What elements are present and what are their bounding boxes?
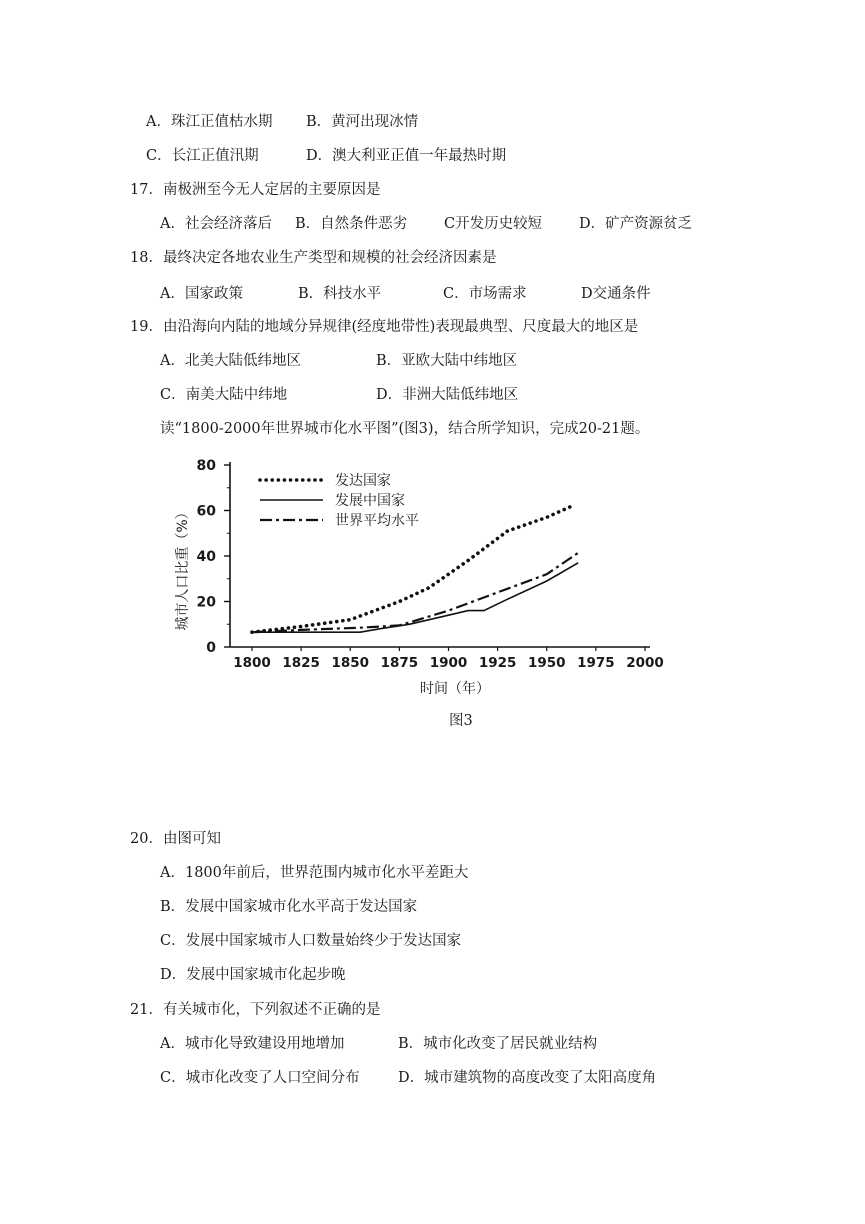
q17-option-c: C开发历史较短: [444, 216, 543, 232]
q19-option-c: C．南美大陆中纬地: [160, 387, 288, 403]
q21-stem: 21．有关城市化，下列叙述不正确的是: [130, 1002, 381, 1018]
q17-option-b: B．自然条件恶劣: [295, 216, 408, 232]
y-tick-label: 40: [196, 549, 216, 565]
q20-stem: 20．由图可知: [130, 831, 221, 847]
x-tick-label: 1850: [331, 655, 370, 671]
q18-option-b: B．科技水平: [298, 286, 382, 302]
x-tick-label: 1875: [380, 655, 419, 671]
q19-option-d: D．非洲大陆低纬地区: [376, 387, 519, 403]
legend-label-3: 世界平均水平: [335, 513, 419, 529]
q19-stem: 19．由沿海向内陆的地域分异规律(经度地带性)表现最典型、尺度最大的地区是: [130, 319, 639, 335]
q17-stem: 17．南极洲至今无人定居的主要原因是: [130, 182, 381, 198]
figure-caption: 图3: [449, 713, 473, 729]
q18-option-a: A．国家政策: [160, 286, 243, 302]
x-tick-label: 1900: [429, 655, 468, 671]
legend-label-2: 发展中国家: [335, 493, 405, 509]
x-tick-label: 1975: [577, 655, 615, 671]
q20-option-c: C．发展中国家城市人口数量始终少于发达国家: [160, 933, 462, 949]
q16-option-a: A．珠江正值枯水期: [146, 114, 273, 130]
chart-legend: [260, 472, 419, 529]
y-tick-label: 60: [196, 503, 216, 520]
x-tick-label: 2000: [626, 655, 664, 671]
q20-option-b: B．发展中国家城市化水平高于发达国家: [160, 899, 418, 915]
x-tick-label: 1925: [478, 655, 517, 671]
x-tick-label: 1825: [282, 655, 320, 671]
x-tick-label: 1950: [527, 655, 566, 671]
x-tick-label: 1800: [233, 655, 271, 671]
q17-option-a: A．社会经济落后: [160, 216, 272, 232]
q21-option-d: D．城市建筑物的高度改变了太阳高度角: [398, 1070, 657, 1086]
q19-option-b: B．亚欧大陆中纬地区: [376, 353, 518, 369]
q17-option-d: D．矿产资源贫乏: [579, 216, 693, 232]
y-tick-label: 80: [196, 458, 216, 474]
q16-option-c: C．长江正值汛期: [146, 148, 259, 164]
y-tick-label: 20: [196, 594, 216, 611]
figure-intro: 读“1800-2000年世界城市化水平图”(图3)，结合所学知识，完成20-21题。: [160, 421, 650, 437]
y-tick-label: 0: [206, 640, 216, 656]
q20-option-d: D．发展中国家城市化起步晚: [160, 967, 346, 983]
q16-option-b: B．黄河出现冰情: [306, 114, 419, 130]
chart-axes: [197, 458, 664, 671]
q18-option-d: D交通条件: [581, 286, 651, 302]
urbanization-chart: [165, 450, 685, 695]
q21-option-c: C．城市化改变了人口空间分布: [160, 1070, 360, 1086]
q16-option-d: D．澳大利亚正值一年最热时期: [306, 148, 507, 164]
q19-option-a: A．北美大陆低纬地区: [160, 353, 301, 369]
y-axis-title: 城市人口比重（%）: [175, 505, 191, 631]
q21-option-a: A．城市化导致建设用地增加: [160, 1036, 345, 1052]
q18-stem: 18．最终决定各地农业生产类型和规模的社会经济因素是: [130, 250, 497, 266]
q21-option-b: B．城市化改变了居民就业结构: [398, 1036, 598, 1052]
q20-option-a: A．1800年前后，世界范围内城市化水平差距大: [160, 865, 469, 881]
x-axis-title: 时间（年）: [420, 681, 490, 695]
legend-label-1: 发达国家: [335, 473, 391, 489]
q18-option-c: C．市场需求: [443, 286, 527, 302]
